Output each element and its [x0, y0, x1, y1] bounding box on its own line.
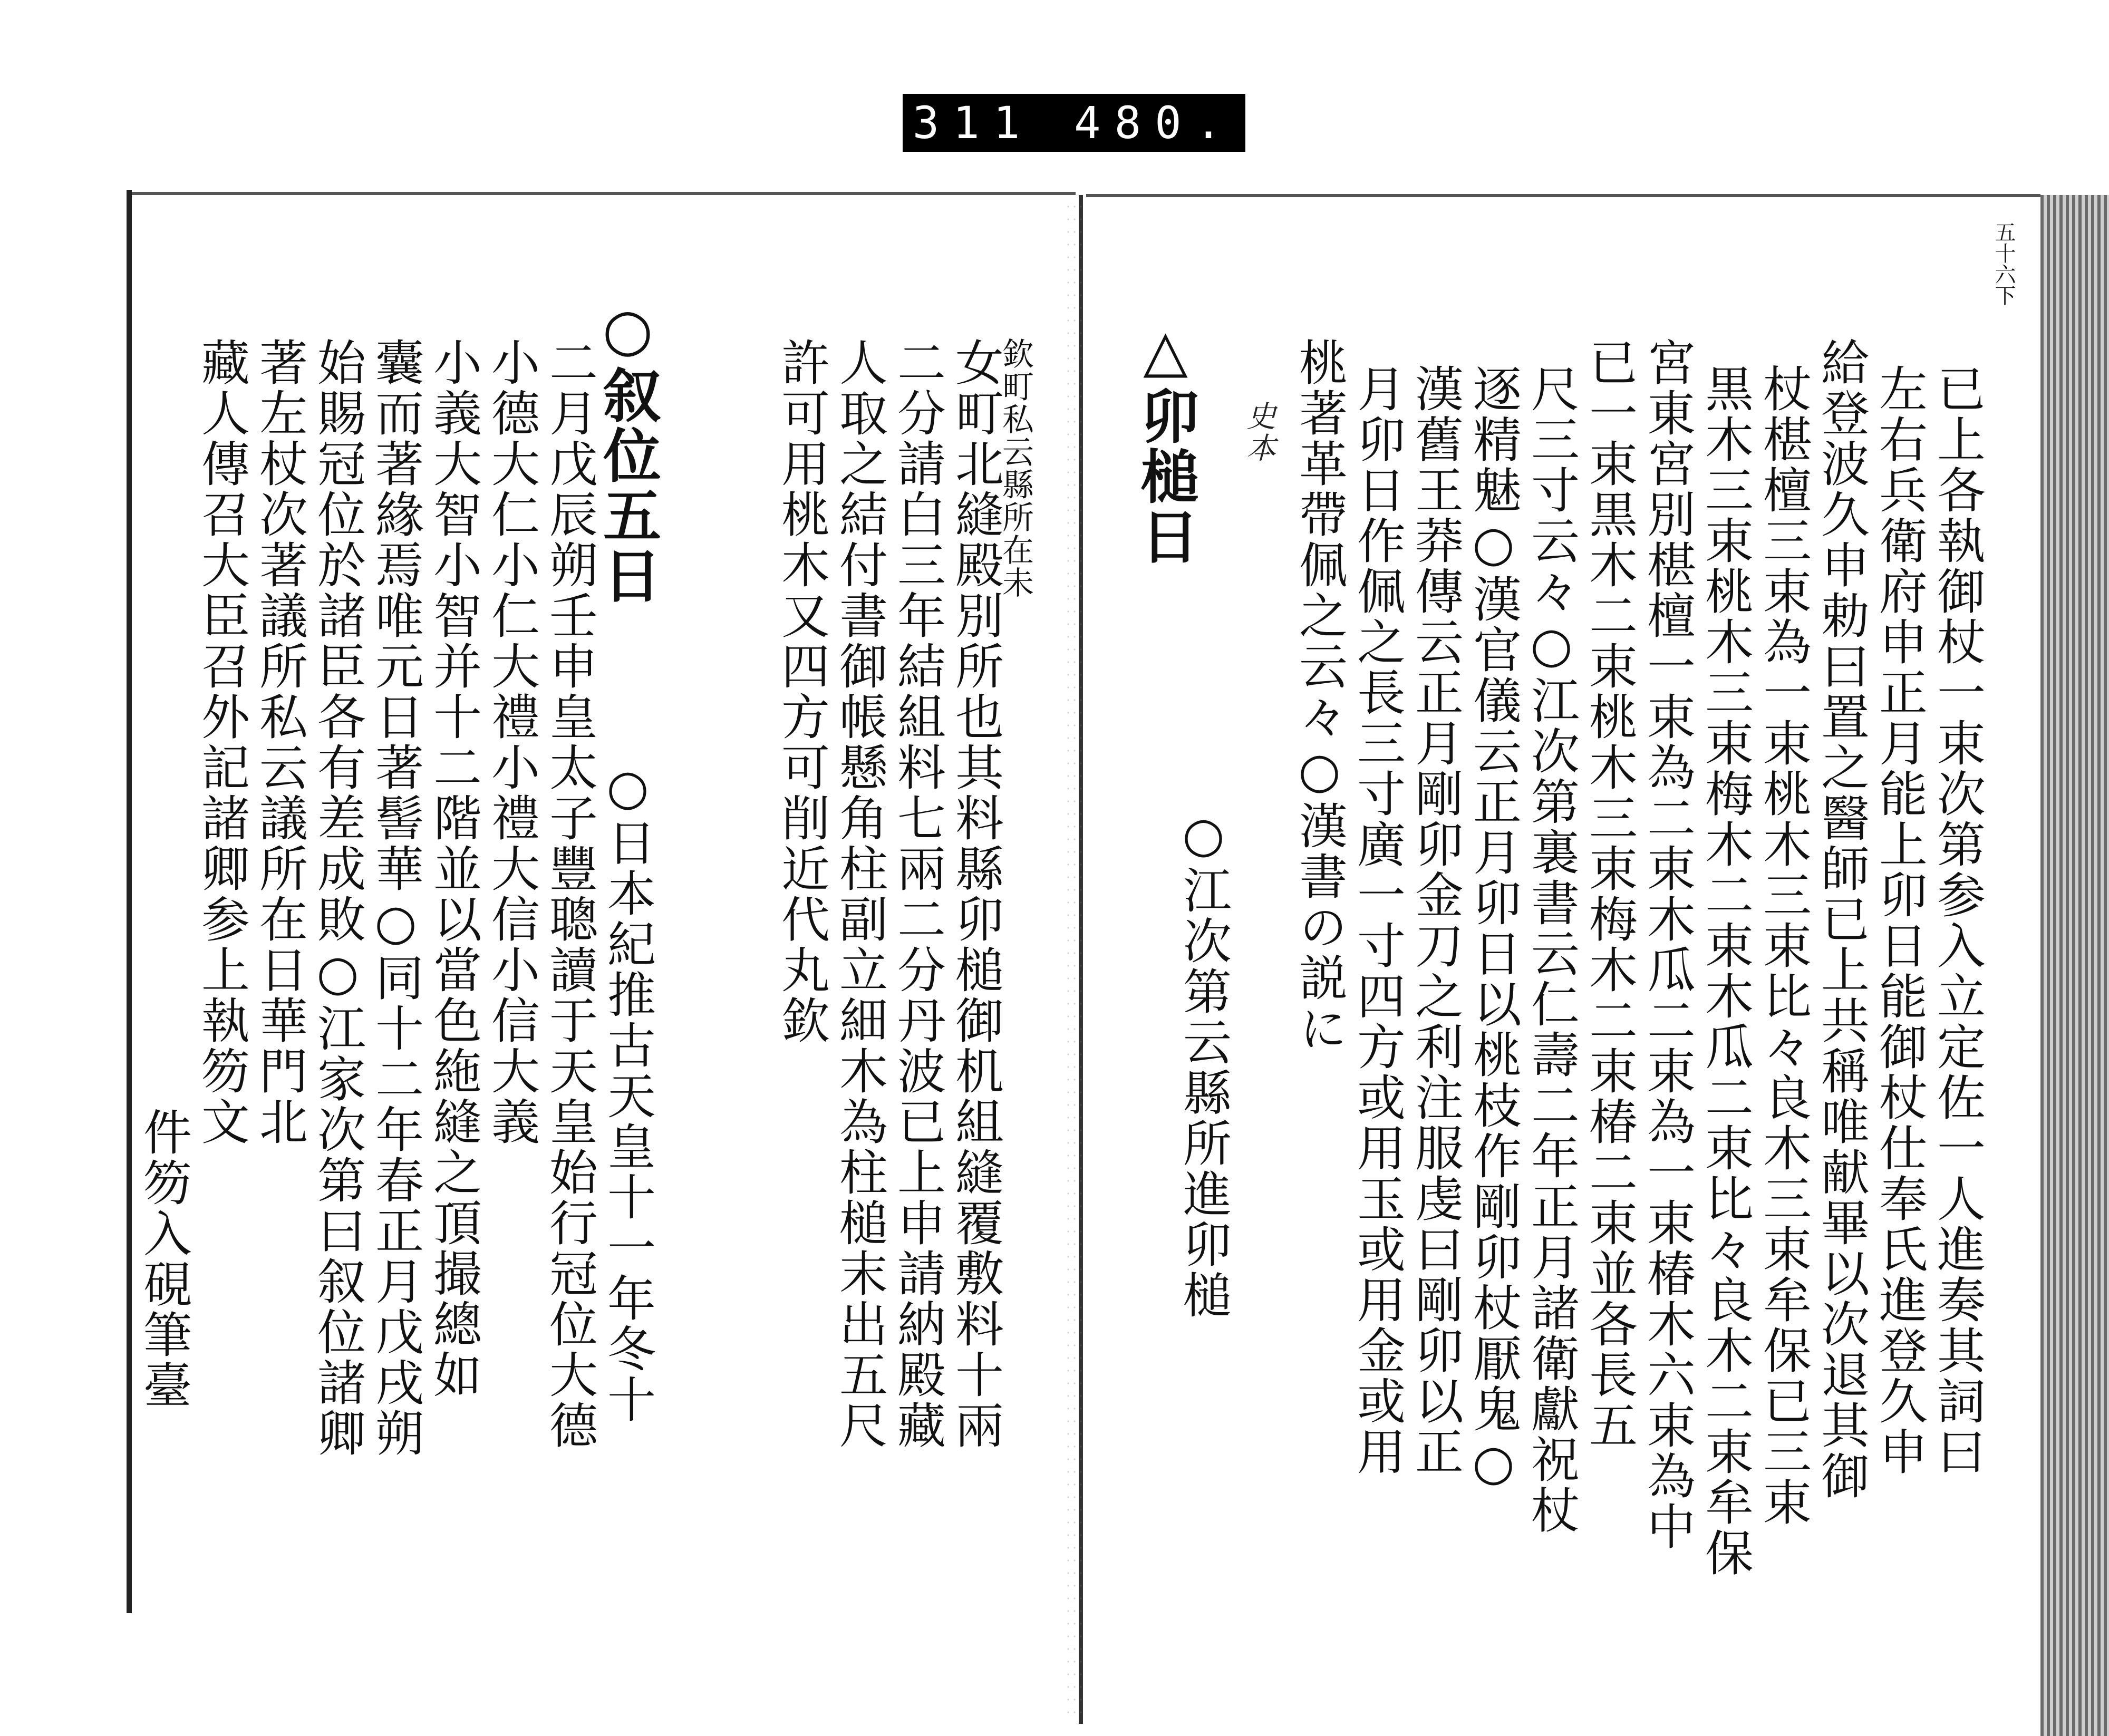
left-page-border [127, 190, 132, 1613]
left-col-2: 女町北縫殿別所也其料縣卯槌御机組縫覆敷料十兩 [947, 337, 1004, 1451]
page-number: 五十六下 [1991, 221, 2016, 306]
gutter-texture [1065, 200, 1086, 1719]
right-col-5: 黒木三束桃木三束梅木二束木瓜二束比々良木二束牟保 [1697, 364, 1754, 1578]
archive-label: 311 480. [903, 94, 1245, 152]
left-col-11: 始賜冠位於諸臣各有差成敗○江家次第曰叙位諸卿 [309, 337, 366, 1459]
page-edges [2040, 195, 2109, 1736]
right-col-8: 尺三寸云々○江次第裏書云仁壽二年正月諸衛獻祝杖 [1523, 364, 1580, 1536]
right-col-4: 杖椹檀三束為一束桃木三束比々良木三束牟保已三束 [1755, 364, 1812, 1528]
left-col-6: ○日本紀推古天皇十一年冬十 [599, 759, 656, 1425]
left-col-5: 許可用桃木又四方可削近代丸欽 [773, 337, 830, 1046]
right-col-10: 漢舊王莽傳云正月剛卯金刀之利注服虔曰剛卯以正 [1407, 364, 1464, 1477]
right-col-12: 桃著革帶佩之云々○漢書の説に [1291, 337, 1348, 1054]
left-col-9: 小義大智小智并十二階並以當色絁縫之頂撮總如 [425, 337, 482, 1400]
right-col-14: ○江次第云縣所進卯槌 [1175, 807, 1232, 1321]
left-col-4: 人取之結付書御帳懸角柱副立細木為柱槌末出五尺 [831, 337, 888, 1451]
right-heading-uzuchi: △卯槌日 [1131, 316, 1199, 567]
right-page-top-edge [1086, 194, 2040, 197]
right-col-3: 給登波久申勅曰置之醫師已上共稱唯献畢以次退其御 [1813, 337, 1870, 1501]
left-page-top-edge [132, 192, 1076, 195]
right-col-9: 逐精魅○漢官儀云正月卯日以桃枝作剛卯杖厭鬼○ [1465, 364, 1522, 1493]
left-col-12: 著左杖次著議所私云議所在日華門北 [251, 337, 308, 1147]
right-col-11: 月卯日作佩之長三寸廣一寸四方或用玉或用金或用 [1349, 364, 1406, 1477]
right-col-1: 已上各執御杖一束次第参入立定佐一人進奏其詞曰 [1929, 364, 1986, 1477]
left-col-1: 欽町私云縣所在未 [997, 337, 1034, 599]
left-col-8: 小德大仁小仁大禮小禮大信小信大義 [483, 337, 540, 1147]
right-col-13: 史本 [1242, 401, 1276, 464]
left-col-10: 囊而著緣焉唯元日著髻華○同十二年春正月戊戌朔 [367, 337, 424, 1459]
left-col-3: 二分請白三年結組料七兩二分丹波已上申請納殿藏 [889, 337, 946, 1451]
right-col-7: 已一束黒木二束桃木三束梅木二束椿二束並各長五 [1581, 337, 1638, 1451]
left-col-13: 藏人傳召大臣召外記諸卿参上執笏文 [194, 337, 250, 1147]
right-col-6: 宮東宮別椹檀一束為二束木瓜二束為一束椿木六束為中 [1639, 337, 1696, 1552]
left-col-14: 件笏入硯筆臺 [136, 1107, 192, 1411]
left-heading-jói: ○叙位五日 [594, 295, 662, 606]
right-col-2: 左右兵衛府申正月能上卯日能御杖仕奉氏進登久申 [1871, 364, 1928, 1477]
left-col-7: 二月戊辰朔壬申皇太子豐聰讀于天皇始行冠位大德 [541, 337, 598, 1451]
